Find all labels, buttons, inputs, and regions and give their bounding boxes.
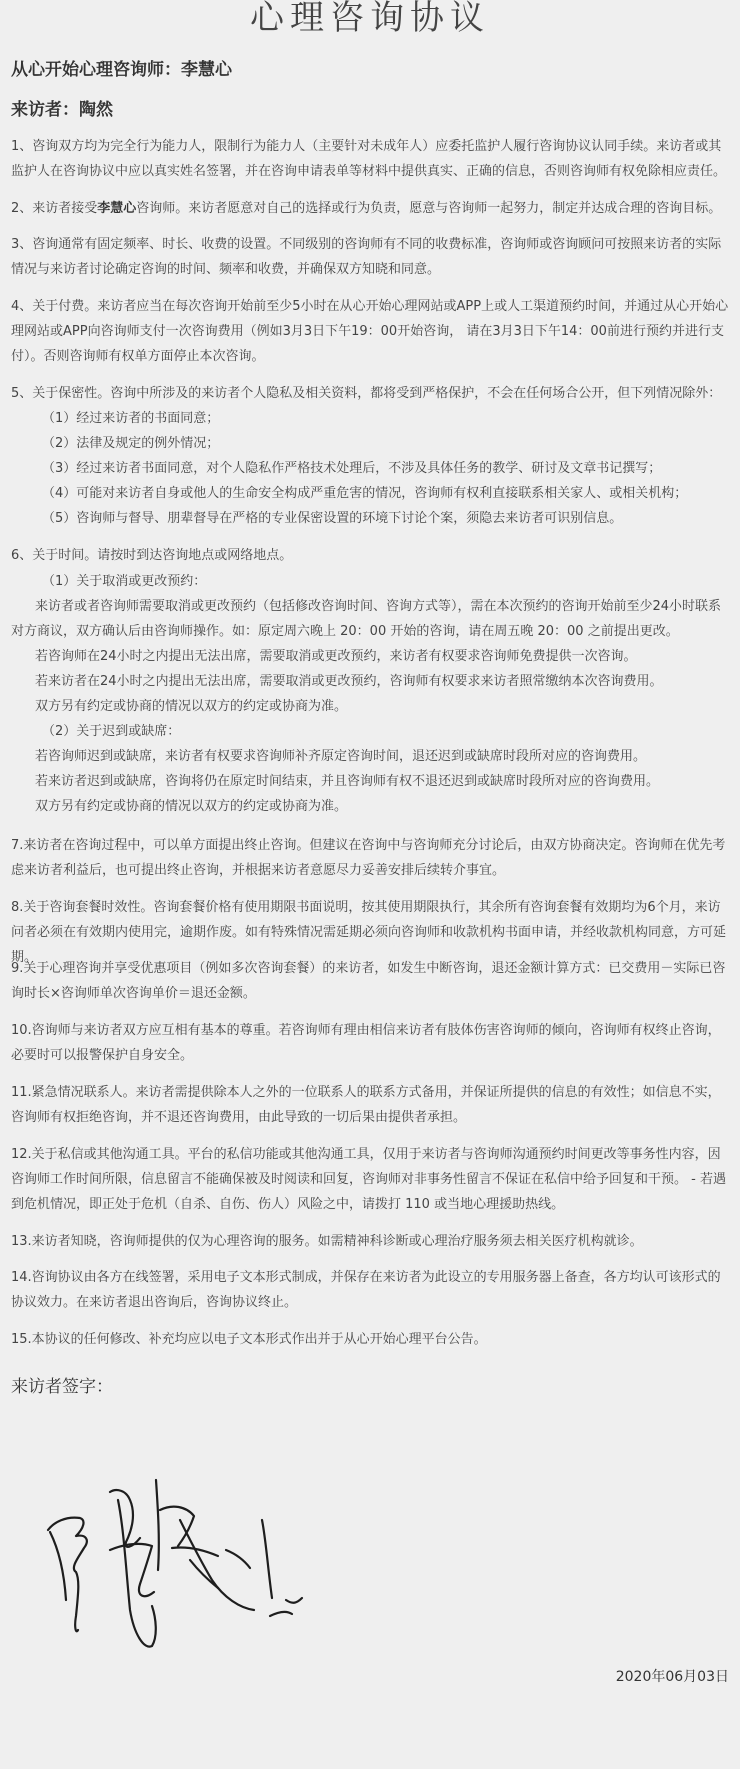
clause-5: 5、关于保密性。咨询中所涉及的来访者个人隐私及相关资料，都将受到严格保护，不会在任何场合公开，但下列情况除外： <box>11 386 722 401</box>
clause-5-item: （1）经过来访者的书面同意； <box>42 411 220 426</box>
clause-15: 15.本协议的任何修改、补充均应以电子文本形式作出并于从心开始心理平台公告。 <box>11 1332 487 1347</box>
clause-2-post: 咨询师。来访者愿意对自己的选择或行为负责，愿意与咨询师一起努力，制定并达成合理的咨询目标。 <box>136 201 722 216</box>
clause-2 <box>11 196 729 221</box>
clause-4: 4、关于付费。来访者应当在每次咨询开始前至少5小时在从心开始心理网站或APP上或人工渠道预约时间，并通过从心开始心理网站或APP向咨询师支付一次咨询费用（例如3月3日下午19：00开始咨询， 请在3月3日下午14：00前进行预约并进行支付）。否则咨询师有权单方面停止本次咨询。 <box>11 299 729 364</box>
signature-label: 来访者签字： <box>11 1377 113 1397</box>
clause-11: 11.紧急情况联系人。来访者需提供除本人之外的一位联系人的联系方式备用，并保证所提供的信息的有效性；如信息不实，咨询师有权拒绝咨询，并不退还咨询费用，由此导致的一切后果由提供者承担。 <box>11 1085 721 1125</box>
clause-6-sub2-line: 若咨询师迟到或缺席，来访者有权要求咨询师补齐原定咨询时间，退还迟到或缺席时段所对应的咨询费用。 <box>35 749 647 764</box>
counselor-line: 从心开始心理咨询师：李慧心 <box>11 60 232 80</box>
handwritten-signature <box>40 1420 330 1650</box>
signature-date: 2020年06月03日 <box>615 1669 729 1685</box>
clause-7: 7.来访者在咨询过程中，可以单方面提出终止咨询。但建议在咨询中与咨询师充分讨论后，由双方协商决定。咨询师在优先考虑来访者利益后，也可提出终止咨询，并根据来访者意愿尽力妥善安排后续转介事宜。 <box>11 838 726 878</box>
clause-14: 14.咨询协议由各方在线签署，采用电子文本形式制成，并保存在来访者为此设立的专用服务器上备查，各方均认可该形式的协议效力。在来访者退出咨询后，咨询协议终止。 <box>11 1270 721 1310</box>
clause-6: 6、关于时间。请按时到达咨询地点或网络地点。 <box>11 548 293 563</box>
clause-1: 1、咨询双方均为完全行为能力人，限制行为能力人（主要针对未成年人）应委托监护人履行咨询协议认同手续。来访者或其监护人在咨询协议中应以真实姓名签署，并在咨询申请表单等材料中提供真实、正确的信息，否则咨询师有权免除相应责任。 <box>11 139 727 179</box>
clause-10: 10.咨询师与来访者双方应互相有基本的尊重。若咨询师有理由相信来访者有肢体伤害咨询师的倾向，咨询师有权终止咨询， 必要时可以报警保护自身安全。 <box>11 1023 721 1063</box>
clause-5-item: （5）咨询师与督导、朋辈督导在严格的专业保密设置的环境下讨论个案，须隐去来访者可识别信息。 <box>42 511 623 526</box>
clause-12: 12.关于私信或其他沟通工具。平台的私信功能或其他沟通工具，仅用于来访者与咨询师沟通预约时间更改等事务性内容，因咨询师工作时间所限，信息留言不能确保被及时阅读和回复，咨询师对非事务性留言不保证在私信中给予回复和干预。 - 若遇到危机情况，即正处于危机（自杀、自伤、伤人）风险之中，请拨打 110 或当地心理援助热线。 <box>11 1147 726 1212</box>
visitor-line: 来访者：陶然 <box>11 100 113 120</box>
clause-3: 3、咨询通常有固定频率、时长、收费的设置。不同级别的咨询师有不同的收费标准，咨询师或咨询顾问可按照来访者的实际情况与来访者讨论确定咨询的时间、频率和收费，并确保双方知晓和同意。 <box>11 237 722 277</box>
clause-13: 13.来访者知晓，咨询师提供的仅为心理咨询的服务。如需精神科诊断或心理治疗服务须去相关医疗机构就诊。 <box>11 1234 643 1249</box>
clause-6-sub1-line: 若来访者在24小时之内提出无法出席，需要取消或更改预约，咨询师有权要求来访者照常缴纳本次咨询费用。 <box>35 674 663 689</box>
clause-5-item: （2）法律及规定的例外情况； <box>42 436 220 451</box>
clause-6-sub2-line: 若来访者迟到或缺席，咨询将仍在原定时间结束，并且咨询师有权不退还迟到或缺席时段所对应的咨询费用。 <box>35 774 660 789</box>
clause-5-item: （4）可能对来访者自身或他人的生命安全构成严重危害的情况，咨询师有权利直接联系相关家人、或相关机构； <box>42 486 688 501</box>
clause-2-counselor-name: 李慧心 <box>97 201 137 216</box>
page-title: 心理咨询协议 <box>250 0 490 38</box>
clause-9: 9.关于心理咨询并享受优惠项目（例如多次咨询套餐）的来访者，如发生中断咨询，退还金额计算方式：已交费用－实际已咨询时长×咨询师单次咨询单价＝退还金额。 <box>11 961 726 1001</box>
clause-6-sub1-text: 来访者或者咨询师需要取消或更改预约（包括修改咨询时间、咨询方式等），需在本次预约的咨询开始前至少24小时联系对方商议，双方确认后由咨询师操作。如：原定周六晚上 20：00 开始的咨询，请在周五晚 20：00 之前提出更改。 <box>11 599 722 639</box>
clause-6-sub1-line: 双方另有约定或协商的情况以双方的约定或协商为准。 <box>35 699 348 714</box>
clause-8: 8.关于咨询套餐时效性。咨询套餐价格有使用期限书面说明，按其使用期限执行，其余所有咨询套餐有效期均为6个月，来访问者必须在有效期内使用完，逾期作废。如有特殊情况需延期必须向咨询师和收款机构书面申请，并经收款机构同意，方可延期。 <box>11 900 727 965</box>
clause-6-sub1-line: 若咨询师在24小时之内提出无法出席，需要取消或更改预约，来访者有权要求咨询师免费提供一次咨询。 <box>35 649 637 664</box>
clause-5-item: （3）经过来访者书面同意，对个人隐私作严格技术处理后，不涉及具体任务的教学、研讨及文章书记撰写； <box>42 461 662 476</box>
clause-6-sub2-line: 双方另有约定或协商的情况以双方的约定或协商为准。 <box>35 799 348 814</box>
clause-6-sub1-title: （1）关于取消或更改预约： <box>42 574 207 589</box>
clause-2-pre: 2、来访者接受 <box>11 201 98 216</box>
clause-6-sub2-title: （2）关于迟到或缺席： <box>42 724 181 739</box>
